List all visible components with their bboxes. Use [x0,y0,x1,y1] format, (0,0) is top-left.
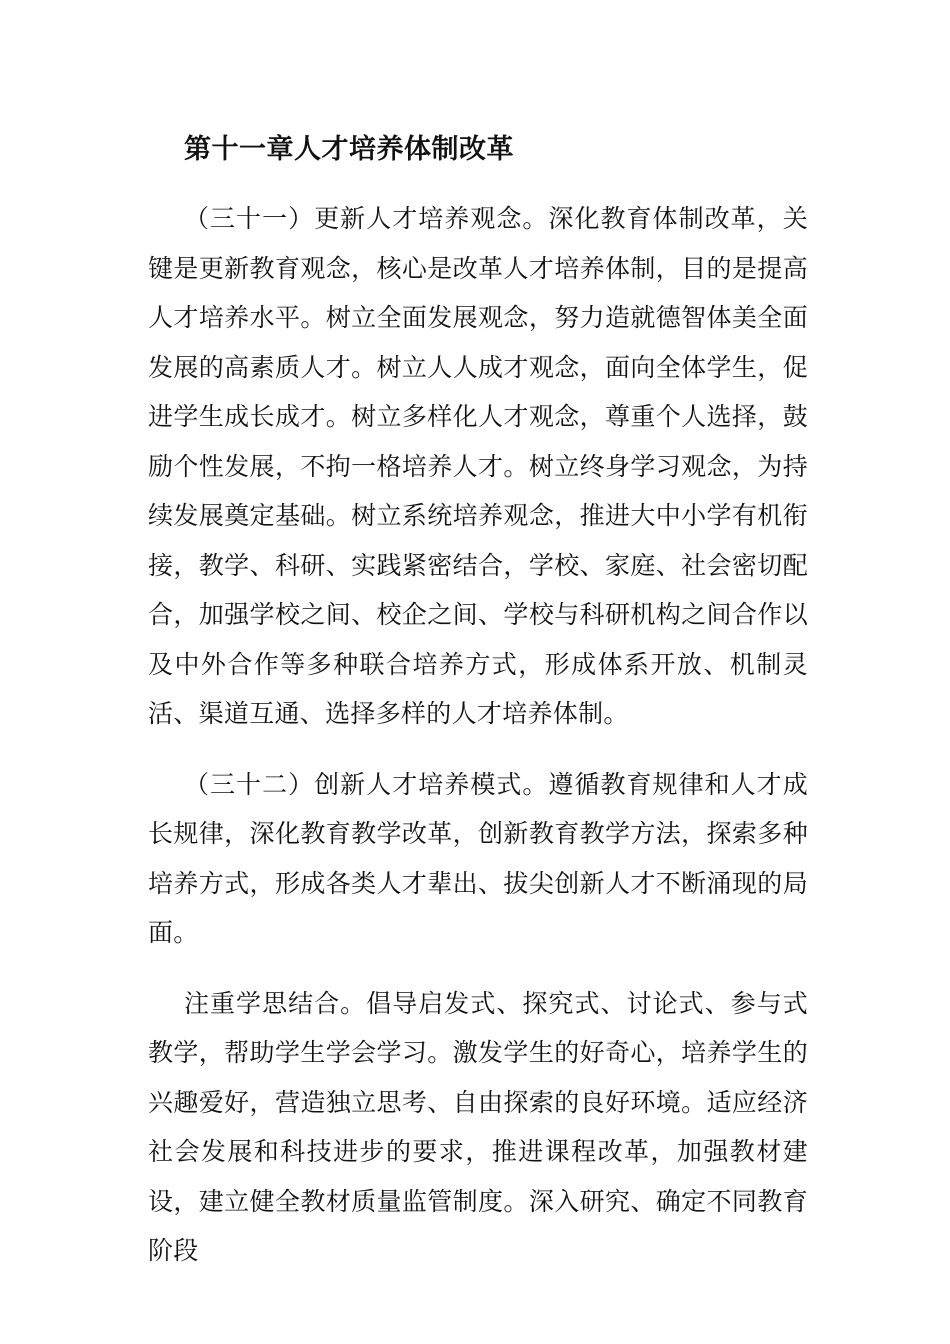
paragraph-32: （三十二）创新人才培养模式。遵循教育规律和人才成长规律，深化教育教学改革，创新教育教学方法，探索多种培养方式，形成各类人才辈出、拔尖创新人才不断涌现的局面。 [148,769,808,947]
document-body [148,126,808,1297]
chapter-title: 第十一章人才培养体制改革 [184,134,514,165]
paragraph-31: （三十一）更新人才培养观念。深化教育体制改革，关键是更新教育观念，核心是改革人才培养体制，目的是提高人才培养水平。树立全面发展观念，努力造就德智体美全面发展的高素质人才。树立人人成才观念，面向全体学生，促进学生成长成才。树立多样化人才观念，尊重个人选择，鼓励个性发展，不拘一格培养人才。树立终身学习观念，为持续发展奠定基础。树立系统培养观念，推进大中小学有机衔接，教学、科研、实践紧密结合，学校、家庭、社会密切配合，加强学校之间、校企之间、学校与科研机构之间合作以及中外合作等多种联合培养方式，形成体系开放、机制灵活、渠道互通、选择多样的人才培养体制。 [148,204,808,728]
paragraph-learning-thinking: 注重学思结合。倡导启发式、探究式、讨论式、参与式教学，帮助学生学会学习。激发学生的好奇心，培养学生的兴趣爱好，营造独立思考、自由探索的良好环境。适应经济社会发展和科技进步的要求，推进课程改革，加强教材建设，建立健全教材质量监管制度。深入研究、确定不同教育阶段 [148,988,808,1265]
